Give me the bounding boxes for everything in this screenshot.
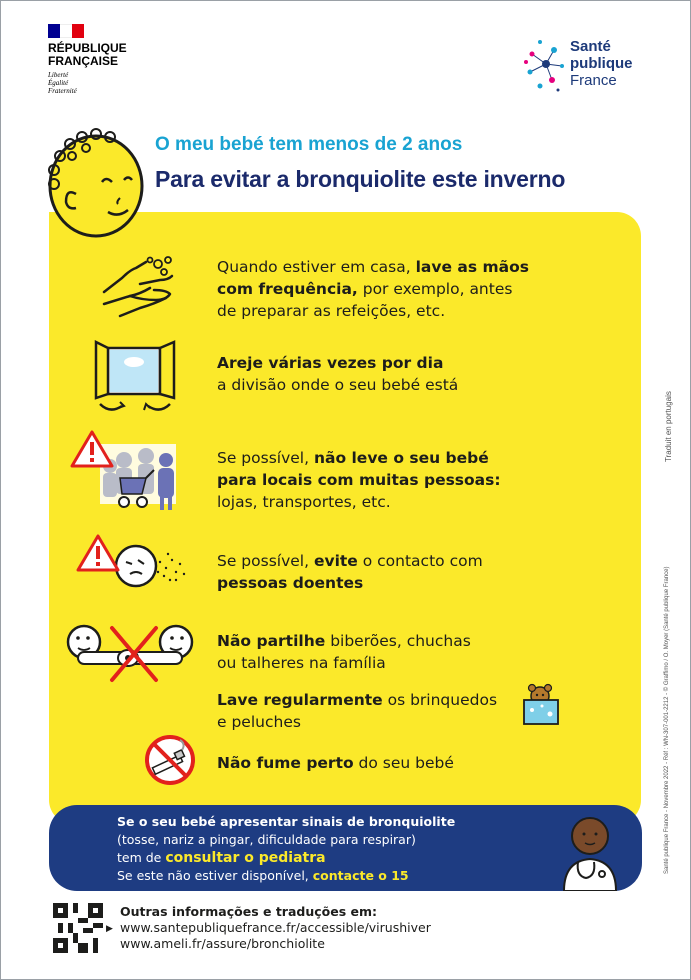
no-sharing-icon xyxy=(64,620,198,684)
item1-l2b: por exemplo, antes xyxy=(357,280,513,298)
rf-motto-3: Fraternité xyxy=(48,87,77,95)
item4-l1b: evite xyxy=(313,552,358,570)
item5-l1a: Não partilhe xyxy=(217,632,326,650)
item6-l1b: os brinquedos xyxy=(382,691,498,709)
spf-line3: France xyxy=(570,72,617,89)
item7-l1a: Não fume perto xyxy=(217,754,354,772)
item3-l2: para locais com muitas pessoas: xyxy=(217,471,501,489)
doctor-icon xyxy=(560,812,620,891)
hands-washing-icon xyxy=(100,254,180,320)
rf-motto-2: Égalité xyxy=(48,79,69,87)
page-title: Para evitar a bronquiolite este inverno xyxy=(155,166,566,192)
item-wash-hands xyxy=(217,256,529,322)
baby-face-icon xyxy=(40,124,150,242)
item-avoid-sick xyxy=(217,550,483,594)
credits-note: Santé publique France - Novembre 2022 - Réf : WN-307-001-2212 - © Graffimo / O. Moyer (Santé publique France) xyxy=(664,566,670,874)
item-avoid-crowds xyxy=(217,447,501,513)
spf-line2: publique xyxy=(570,55,633,72)
alert-l3a: tem de xyxy=(117,850,166,865)
item1-l2a: com frequência, xyxy=(217,280,358,298)
item6-l1a: Lave regularmente xyxy=(217,691,383,709)
item2-l1: Areje várias vezes por dia xyxy=(217,354,444,372)
french-flag-icon xyxy=(48,24,84,38)
item4-l1c: o contacto com xyxy=(357,552,483,570)
item4-l1a: Se possível, xyxy=(217,552,314,570)
item5-l2: ou talheres na família xyxy=(217,654,386,672)
item-air-room xyxy=(217,352,458,396)
item1-l1a: Quando estiver em casa, xyxy=(217,258,416,276)
alert-l1: Se o seu bebé apresentar sinais de bronquiolite xyxy=(117,814,456,829)
alert-l4b: contacte o 15 xyxy=(312,868,409,883)
subtitle: O meu bebé tem menos de 2 anos xyxy=(155,134,463,155)
item1-l1b: lave as mãos xyxy=(415,258,529,276)
item3-l1a: Se possível, xyxy=(217,449,314,467)
item4-l2: pessoas doentes xyxy=(217,574,364,592)
item1-l3: de preparar as refeições, etc. xyxy=(217,302,446,320)
item-no-smoking xyxy=(217,752,454,774)
item-wash-toys xyxy=(217,689,497,733)
toy-wash-icon xyxy=(520,682,562,726)
alert-l4a: Se este não estiver disponível, xyxy=(117,868,313,883)
item3-l1b: não leve o seu bebé xyxy=(313,449,489,467)
alert-l3b: consultar o pediatra xyxy=(165,850,326,866)
sante-publique-france-logo xyxy=(522,34,652,104)
footer-heading: Outras informações e traduções em: xyxy=(120,904,378,919)
translation-note: Traduit en portugais xyxy=(664,391,673,462)
item-no-sharing xyxy=(217,630,471,674)
rf-line1: RÉPUBLIQUE xyxy=(48,41,127,55)
arrow-right-icon: ▶ xyxy=(106,924,113,934)
footer-links xyxy=(106,904,431,952)
item2-l2: a divisão onde o seu bebé está xyxy=(217,376,459,394)
spf-line1: Santé xyxy=(570,38,611,55)
footer-link-santepubliquefrance[interactable]: www.santepubliquefrance.fr/accessible/virushiver xyxy=(120,920,431,935)
item5-l1b: biberões, chuchas xyxy=(325,632,471,650)
sick-person-warning-icon xyxy=(76,534,188,594)
footer-link-ameli[interactable]: www.ameli.fr/assure/bronchiolite xyxy=(120,936,325,951)
republique-francaise-logo xyxy=(48,24,168,95)
no-smoking-icon xyxy=(144,734,196,786)
item7-l1b: do seu bebé xyxy=(353,754,454,772)
molecule-icon xyxy=(522,34,568,100)
crowd-warning-icon xyxy=(70,430,182,514)
item3-l3: lojas, transportes, etc. xyxy=(217,493,391,511)
open-window-icon xyxy=(92,340,180,418)
item6-l2: e peluches xyxy=(217,713,301,731)
qr-code-icon xyxy=(53,903,103,953)
rf-motto-1: Liberté xyxy=(48,71,69,79)
alert-text xyxy=(117,813,455,885)
alert-l2: (tosse, nariz a pingar, dificuldade para respirar) xyxy=(117,832,416,847)
rf-line2: FRANÇAISE xyxy=(48,54,119,68)
